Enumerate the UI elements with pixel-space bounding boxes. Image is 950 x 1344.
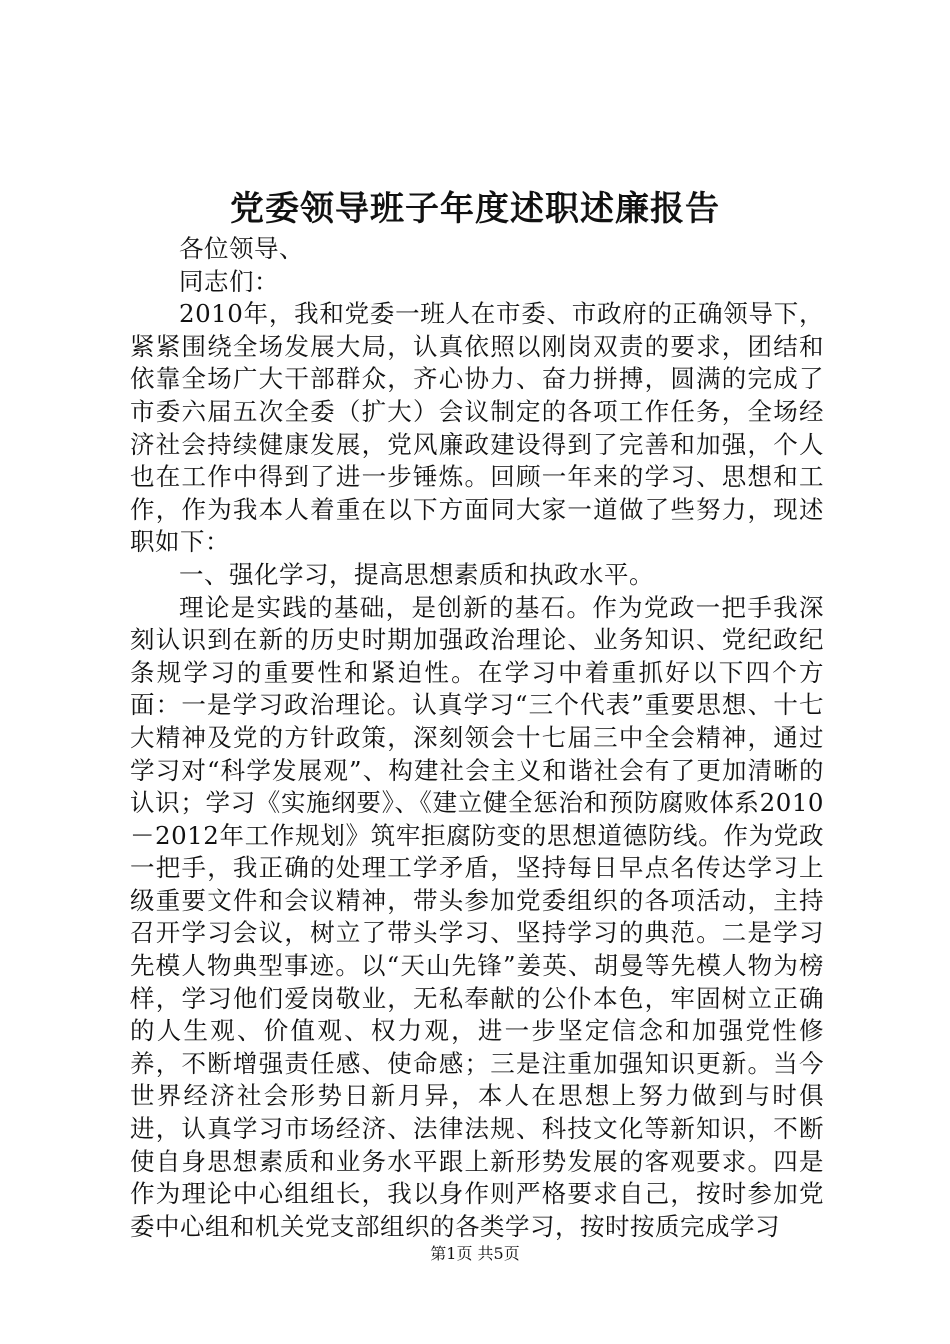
page-footer: 第1页 共5页	[430, 1244, 520, 1263]
paragraph-intro: 2010年，我和党委一班人在市委、市政府的正确领导下，紧紧围绕全场发展大局，认真依照以刚岗双责的要求，团结和依靠全场广大干部群众，齐心协力、奋力拼搏，圆满的完成了市委六届五次全委（扩大）会议制定的各项工作任务，全场经济社会持续健康发展，党风廉政建设得到了完善和加强，个人也在工作中得到了进一步锤炼。回顾一年来的学习、思想和工作，作为我本人着重在以下方面同大家一道做了些努力，现述职如下：	[130, 299, 824, 557]
paragraph-section-1: 理论是实践的基础，是创新的基石。作为党政一把手我深刻认识到在新的历史时期加强政治理论、业务知识、党纪政纪条规学习的重要性和紧迫性。在学习中着重抓好以下四个方面：一是学习政治理论。认真学习“三个代表”重要思想、十七大精神及党的方针政策，深刻领会十七届三中全会精神，通过学习对“科学发展观”、构建社会主义和谐社会有了更加清晰的认识；学习《实施纲要》、《建立健全惩治和预防腐败体系2010－2012年工作规划》筑牢拒腐防变的思想道德防线。作为党政一把手，我正确的处理工学矛盾，坚持每日早点名传达学习上级重要文件和会议精神，带头参加党委组织的各项活动，主持召开学习会议，树立了带头学习、坚持学习的典范。二是学习先模人物典型事迹。以“天山先锋”姜英、胡曼等先模人物为榜样，学习他们爱岗敬业，无私奉献的公仆本色，牢固树立正确的人生观、价值观、权力观，进一步坚定信念和加强党性修养，不断增强责任感、使命感；三是注重加强知识更新。当今世界经济社会形势日新月异，本人在思想上努力做到与时俱进，认真学习市场经济、法律法规、科技文化等新知识，不断使自身思想素质和业务水平跟上新形势发展的客观要求。四是作为理论中心组组长，我以身作则严格要求自己，按时参加党委中心组和机关党支部组织的各类学习，按时按质完成学习	[130, 592, 824, 1241]
document-body	[130, 233, 824, 1243]
document-title: 党委领导班子年度述职述廉报告	[230, 189, 720, 229]
salutation-line-1: 各位领导、	[179, 234, 304, 263]
salutation-line-2: 同志们：	[179, 266, 279, 296]
section-heading-1: 一、强化学习，提高思想素质和执政水平。	[179, 559, 654, 589]
